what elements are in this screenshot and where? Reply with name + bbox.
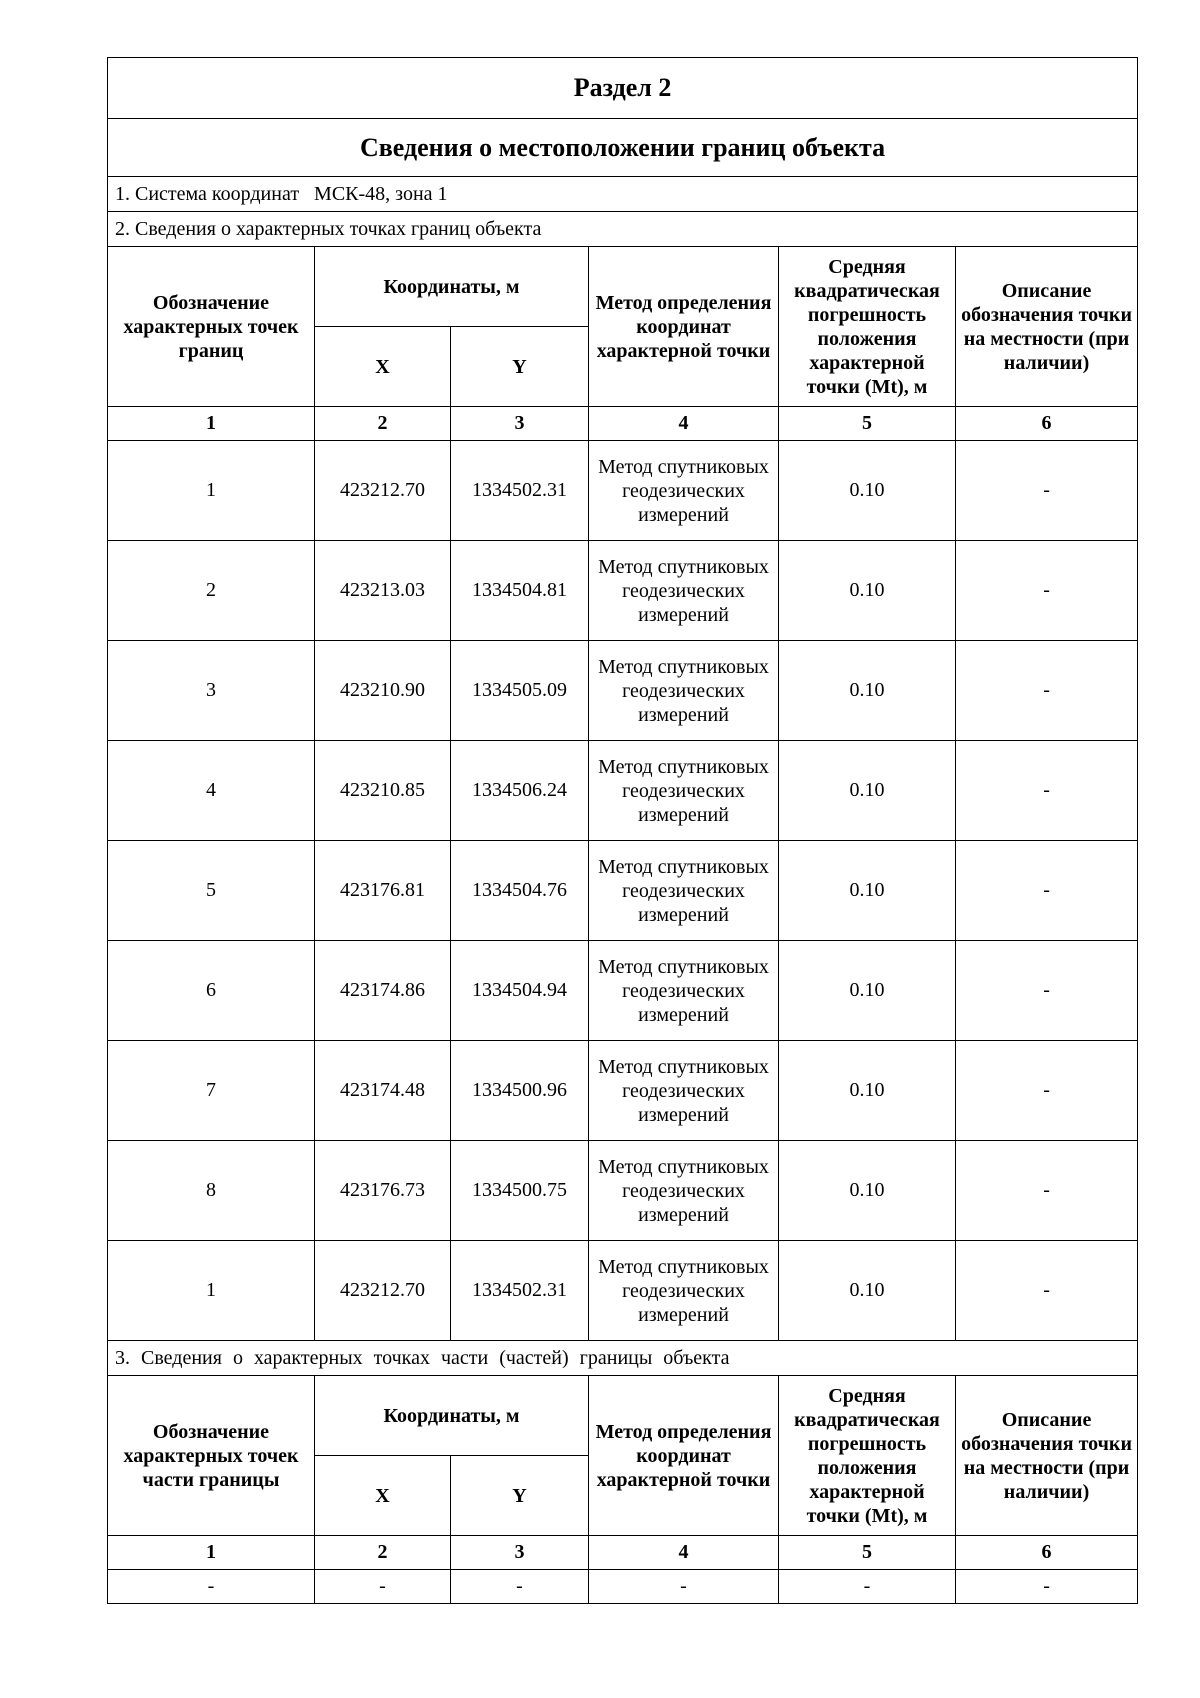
cell-description: - xyxy=(956,541,1138,641)
header-error: Средняя квадратическая погрешность положения характерной точки (Mt), м xyxy=(779,247,956,407)
cell-y: 1334502.31 xyxy=(451,1241,589,1341)
column-number: 3 xyxy=(451,407,589,441)
cell-point: 7 xyxy=(108,1041,315,1141)
cell-y: - xyxy=(451,1570,589,1604)
cell-mt: - xyxy=(779,1570,956,1604)
header2-error: Средняя квадратическая погрешность положения характерной точки (Mt), м xyxy=(779,1376,956,1536)
cell-point: 1 xyxy=(108,1241,315,1341)
cell-y: 1334506.24 xyxy=(451,741,589,841)
document-page xyxy=(107,57,1137,1604)
cell-point: 1 xyxy=(108,441,315,541)
cell-description: - xyxy=(956,1241,1138,1341)
header-x: X xyxy=(315,327,451,407)
cell-description: - xyxy=(956,741,1138,841)
cell-method: Метод спутниковых геодезических измерений xyxy=(589,941,779,1041)
cell-description: - xyxy=(956,841,1138,941)
cell-method: Метод спутниковых геодезических измерений xyxy=(589,441,779,541)
cell-method: - xyxy=(589,1570,779,1604)
table-row xyxy=(108,1041,1138,1141)
cell-x: 423174.86 xyxy=(315,941,451,1041)
column-number: 6 xyxy=(956,407,1138,441)
cell-y: 1334504.94 xyxy=(451,941,589,1041)
cell-method: Метод спутниковых геодезических измерений xyxy=(589,1141,779,1241)
points-section-label: 2. Сведения о характерных точках границ объекта xyxy=(108,212,1138,247)
cell-mt: 0.10 xyxy=(779,1041,956,1141)
cell-point: 6 xyxy=(108,941,315,1041)
column-number: 1 xyxy=(108,1536,315,1570)
column-number: 4 xyxy=(589,407,779,441)
column-number: 1 xyxy=(108,407,315,441)
column-number: 5 xyxy=(779,1536,956,1570)
column-number: 2 xyxy=(315,1536,451,1570)
table-row xyxy=(108,441,1138,541)
cell-x: 423210.90 xyxy=(315,641,451,741)
table-row xyxy=(108,641,1138,741)
section-subtitle: Сведения о местоположении границ объекта xyxy=(108,119,1138,177)
cell-method: Метод спутниковых геодезических измерений xyxy=(589,641,779,741)
cell-x: 423176.73 xyxy=(315,1141,451,1241)
cell-mt: 0.10 xyxy=(779,1241,956,1341)
boundary-table xyxy=(107,57,1138,1604)
cell-method: Метод спутниковых геодезических измерений xyxy=(589,841,779,941)
cell-point: 5 xyxy=(108,841,315,941)
cell-y: 1334502.31 xyxy=(451,441,589,541)
cell-method: Метод спутниковых геодезических измерений xyxy=(589,1041,779,1141)
section-title: Раздел 2 xyxy=(108,58,1138,119)
table-row xyxy=(108,541,1138,641)
cell-y: 1334500.75 xyxy=(451,1141,589,1241)
header-y: Y xyxy=(451,327,589,407)
cell-x: 423174.48 xyxy=(315,1041,451,1141)
cell-mt: 0.10 xyxy=(779,841,956,941)
header2-coords: Координаты, м xyxy=(315,1376,589,1456)
cell-x: - xyxy=(315,1570,451,1604)
column-number: 4 xyxy=(589,1536,779,1570)
cell-y: 1334500.96 xyxy=(451,1041,589,1141)
header2-description: Описание обозначения точки на местности (при наличии) xyxy=(956,1376,1138,1536)
table-row xyxy=(108,1141,1138,1241)
cell-mt: 0.10 xyxy=(779,541,956,641)
header-coords: Координаты, м xyxy=(315,247,589,327)
table-row xyxy=(108,1570,1138,1604)
coord-system-line: 1. Система координат МСК-48, зона 1 xyxy=(108,177,1138,212)
cell-x: 423210.85 xyxy=(315,741,451,841)
cell-description: - xyxy=(956,1141,1138,1241)
header-method: Метод определения координат характерной точки xyxy=(589,247,779,407)
table-row xyxy=(108,1241,1138,1341)
cell-method: Метод спутниковых геодезических измерений xyxy=(589,541,779,641)
header2-y: Y xyxy=(451,1456,589,1536)
cell-description: - xyxy=(956,441,1138,541)
cell-mt: 0.10 xyxy=(779,641,956,741)
cell-x: 423213.03 xyxy=(315,541,451,641)
table-row xyxy=(108,841,1138,941)
cell-mt: 0.10 xyxy=(779,441,956,541)
header2-x: X xyxy=(315,1456,451,1536)
cell-x: 423176.81 xyxy=(315,841,451,941)
parts-section-label: 3. Сведения о характерных точках части (частей) границы объекта xyxy=(108,1341,1138,1376)
cell-point: 2 xyxy=(108,541,315,641)
cell-x: 423212.70 xyxy=(315,441,451,541)
cell-method: Метод спутниковых геодезических измерений xyxy=(589,741,779,841)
cell-y: 1334505.09 xyxy=(451,641,589,741)
cell-point: 4 xyxy=(108,741,315,841)
cell-y: 1334504.76 xyxy=(451,841,589,941)
cell-mt: 0.10 xyxy=(779,1141,956,1241)
cell-description: - xyxy=(956,641,1138,741)
table-row xyxy=(108,741,1138,841)
cell-x: 423212.70 xyxy=(315,1241,451,1341)
column-number: 2 xyxy=(315,407,451,441)
column-number: 6 xyxy=(956,1536,1138,1570)
cell-point: 3 xyxy=(108,641,315,741)
cell-point: - xyxy=(108,1570,315,1604)
cell-y: 1334504.81 xyxy=(451,541,589,641)
header-designation: Обозначение характерных точек границ xyxy=(108,247,315,407)
table-row xyxy=(108,941,1138,1041)
cell-point: 8 xyxy=(108,1141,315,1241)
column-number: 3 xyxy=(451,1536,589,1570)
header-description: Описание обозначения точки на местности (при наличии) xyxy=(956,247,1138,407)
column-number: 5 xyxy=(779,407,956,441)
cell-mt: 0.10 xyxy=(779,741,956,841)
cell-description: - xyxy=(956,1041,1138,1141)
cell-description: - xyxy=(956,1570,1138,1604)
header2-method: Метод определения координат характерной точки xyxy=(589,1376,779,1536)
cell-description: - xyxy=(956,941,1138,1041)
cell-mt: 0.10 xyxy=(779,941,956,1041)
header2-designation: Обозначение характерных точек части границы xyxy=(108,1376,315,1536)
cell-method: Метод спутниковых геодезических измерений xyxy=(589,1241,779,1341)
